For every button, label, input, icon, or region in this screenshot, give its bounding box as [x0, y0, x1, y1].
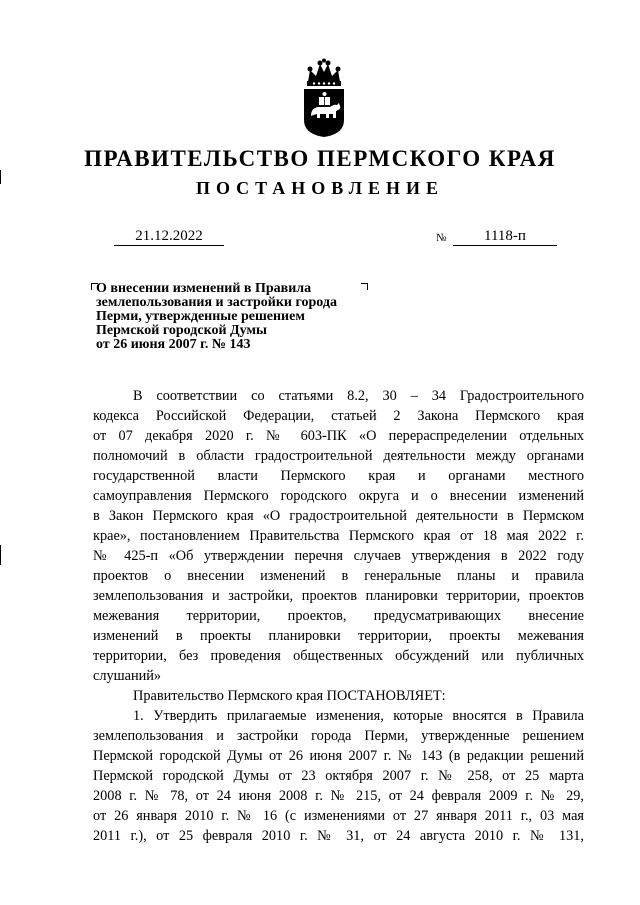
body-line: Правительство Пермского края ПОСТАНОВЛЯЕТ: [133, 688, 446, 704]
document-type: ПОСТАНОВЛЕНИЕ [195, 178, 445, 198]
body-line: землепользования и застройки города Перми, утвержденные решением [93, 728, 584, 744]
subject-line: Пермской городской Думы [96, 323, 267, 338]
subject-line: О внесении изменений в Правила [96, 281, 312, 296]
body-line: крае», постановлением Правительства Пермского края от 18 мая 2022 г. [93, 528, 584, 544]
document-subject [96, 282, 396, 352]
body-line: кодекса Российской Федерации, статьей 2 Закона Пермского края [93, 408, 584, 424]
subject-line: землепользования и застройки города [96, 295, 337, 310]
number-label: № [436, 232, 447, 244]
body-line: Пермской городской Думы от 26 июня 2007 г. № 143 (в редакции решений [93, 748, 584, 764]
body-line: 2008 г. № 78, от 24 июня 2008 г. № 215, от 24 февраля 2009 г. № 29, [93, 788, 584, 804]
body-line: государственной власти Пермского края и органами местного [93, 468, 584, 484]
body-line: слушаний» [93, 668, 162, 684]
body-line: территории, без проведения общественных обсуждений или публичных [93, 648, 584, 664]
body-line: самоуправления Пермского городского округа и о внесении изменений [93, 488, 584, 504]
document-number: 1118-п [453, 227, 557, 246]
perm-krai-coat-of-arms-icon [296, 58, 352, 138]
organization-title: ПРАВИТЕЛЬСТВО ПЕРМСКОГО КРАЯ [84, 146, 556, 171]
scan-edge-mark [0, 170, 1, 184]
subject-line: Перми, утвержденные решением [96, 309, 305, 324]
body-line: проектов о внесении изменений в генеральные планы и правила [93, 568, 584, 584]
body-line: от 26 января 2010 г. № 16 (с изменениями от 27 января 2011 г., 03 мая [93, 808, 584, 824]
body-line: Пермской городской Думы от 23 октября 2007 г. № 258, от 25 марта [93, 768, 584, 784]
body-line: изменений в проекты планировки территории, проекты межевания [93, 628, 584, 644]
body-line: 1. Утвердить прилагаемые изменения, которые вносятся в Правила [133, 708, 584, 724]
subject-line: от 26 июня 2007 г. № 143 [96, 337, 251, 352]
body-line: межевания территории, проектов, предусматривающих внесение [93, 608, 584, 624]
body-line: 2011 г.), от 25 февраля 2010 г. № 31, от 24 августа 2010 г. № 131, [93, 828, 584, 844]
body-line: в Закон Пермского края «О градостроительной деятельности в Пермском [93, 508, 584, 524]
document-body [93, 386, 584, 846]
body-line: землепользования и застройки, проектов планировки территории, проектов [93, 588, 584, 604]
body-line: В соответствии со статьями 8.2, 30 – 34 Градостроительного [133, 388, 584, 404]
body-line: № 425-п «Об утверждении перечня случаев утверждения в 2022 году [93, 548, 584, 564]
body-line: от 07 декабря 2020 г. № 603-ПК «О перераспределении отдельных [93, 428, 584, 444]
body-line: полномочий в области градостроительной деятельности между органами [93, 448, 584, 464]
document-date: 21.12.2022 [114, 227, 224, 246]
scan-edge-mark [0, 545, 1, 565]
